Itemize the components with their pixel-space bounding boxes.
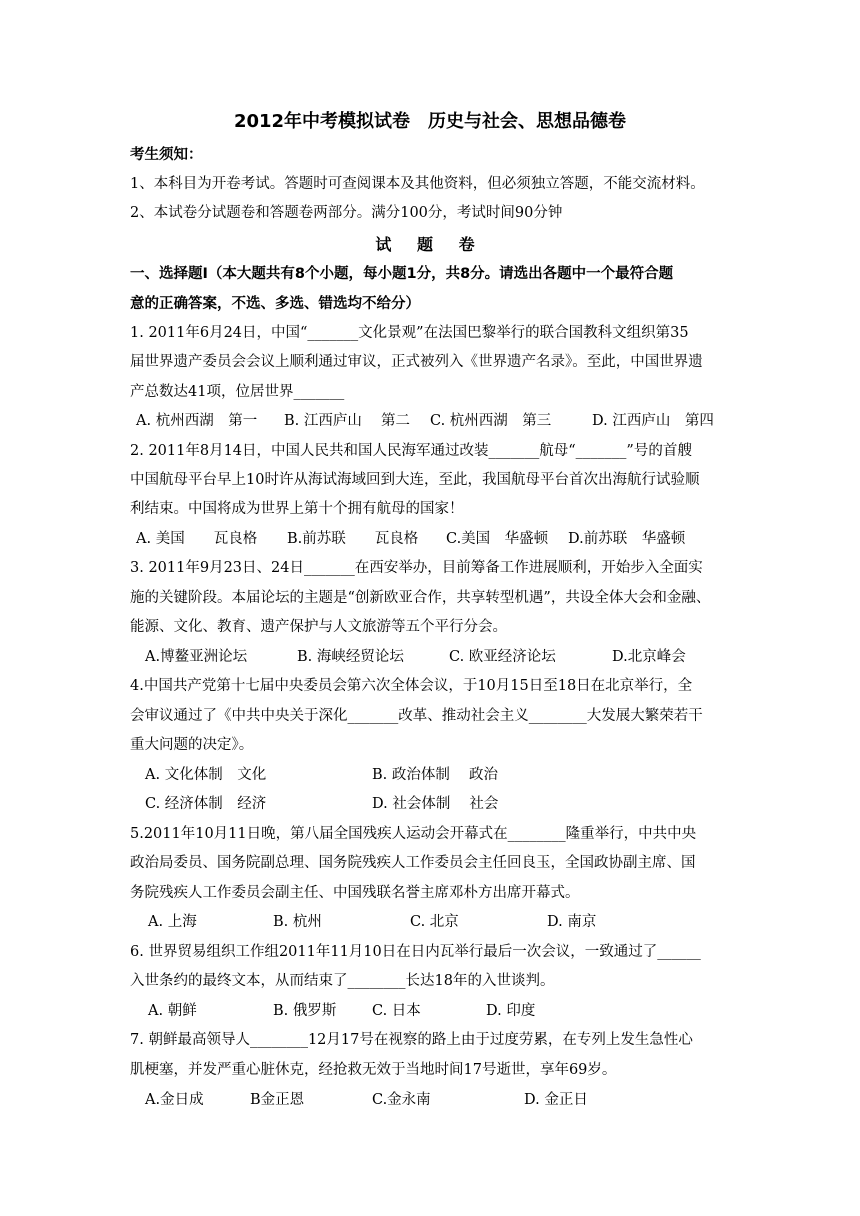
- q1-option-a: A. 杭州西湖 第一: [136, 413, 258, 429]
- q1-line-2: 届世界遗产委员会会议上顺利通过审议，正式被列入《世界遗产名录》。至此，中国世界遗: [130, 354, 703, 370]
- q2-option-d: D.前苏联 华盛顿: [568, 531, 686, 547]
- notice-item-2: 2、本试卷分试题卷和答题卷两部分。满分100分，考试时间90分钟: [130, 205, 563, 221]
- q4-line-1: 4.中国共产党第十七届中央委员会第六次全体会议，于10月15日至18日在北京举行，全: [130, 678, 693, 694]
- q1-line-1: 1. 2011年6月24日，中国“_______文化景观”在法国巴黎举行的联合国教科文组织第35: [130, 325, 689, 341]
- q2-option-a: A. 美国 瓦良格: [136, 531, 258, 547]
- q6-option-d: D. 印度: [486, 1003, 536, 1019]
- q4-option-d: D. 社会体制 社会: [372, 796, 499, 812]
- q3-line-3: 能源、文化、教育、遗产保护与人文旅游等五个平行分会。: [130, 619, 507, 635]
- q3-option-b: B. 海峡经贸论坛: [297, 649, 404, 665]
- q1-option-c: C. 杭州西湖 第三: [430, 413, 552, 429]
- q5-line-3: 务院残疾人工作委员会副主任、中国残联名誉主席邓朴方出席开幕式。: [130, 885, 580, 901]
- q2-option-c: C.美国 华盛顿: [446, 531, 549, 547]
- q3-option-a: A.博鳌亚洲论坛: [145, 649, 248, 665]
- notice-heading: 考生须知：: [130, 147, 203, 163]
- q3-option-d: D.北京峰会: [612, 649, 686, 665]
- q5-option-d: D. 南京: [547, 914, 597, 930]
- q1-option-d: D. 江西庐山 第四: [592, 413, 714, 429]
- section-title: 试 题 卷: [375, 235, 485, 254]
- q4-option-b: B. 政治体制 政治: [372, 767, 498, 783]
- q7-line-1: 7. 朝鲜最高领导人________12月17号在视察的路上由于过度劳累，在专列上发生急性心: [130, 1032, 693, 1048]
- q5-option-a: A. 上海: [148, 914, 197, 930]
- exam-title: 2012年中考模拟试卷 历史与社会、思想品德卷: [233, 111, 627, 132]
- q4-line-2: 会审议通过了《中共中央关于深化_______改革、推动社会主义________大发展大繁荣若干: [130, 708, 703, 724]
- q5-line-1: 5.2011年10月11日晚，第八届全国残疾人运动会开幕式在________隆重举行，中共中央: [130, 826, 697, 842]
- q7-line-2: 肌梗塞，并发严重心脏休克，经抢救无效于当地时间17号逝世，享年69岁。: [130, 1062, 617, 1078]
- q4-line-3: 重大问题的决定》。: [130, 737, 254, 753]
- q6-line-1: 6. 世界贸易组织工作组2011年11月10日在日内瓦举行最后一次会议，一致通过了______: [130, 944, 701, 960]
- q2-line-3: 利结束。中国将成为世界上第十个拥有航母的国家！: [130, 501, 464, 517]
- notice-item-1: 1、本科目为开卷考试。答题时可查阅课本及其他资料，但必须独立答题，不能交流材料。: [130, 176, 705, 192]
- q2-line-1: 2. 2011年8月14日，中国人民共和国人民海军通过改装_______航母“_______”号的首艘: [130, 443, 692, 459]
- q6-option-b: B. 俄罗斯: [273, 1003, 337, 1019]
- part1-heading-line-2: 意的正确答案，不选、多选、错选均不给分）: [130, 296, 420, 312]
- q5-line-2: 政治局委员、国务院副总理、国务院残疾人工作委员会主任回良玉，全国政协副主席、国: [130, 855, 696, 871]
- q2-option-b: B.前苏联 瓦良格: [287, 531, 419, 547]
- q1-line-3: 产总数达41项，位居世界_______: [130, 384, 345, 400]
- q7-option-a: A.金日成: [145, 1092, 204, 1108]
- q4-option-c: C. 经济体制 经济: [145, 796, 267, 812]
- q3-option-c: C. 欧亚经济论坛: [449, 649, 556, 665]
- q1-option-b: B. 江西庐山 第二: [284, 413, 410, 429]
- q3-line-2: 施的关键阶段。本届论坛的主题是“创新欧亚合作，共享转型机遇”，共设全体大会和金融、: [130, 590, 711, 606]
- q7-option-c: C.金永南: [372, 1092, 431, 1108]
- q5-option-b: B. 杭州: [273, 914, 322, 930]
- q7-option-b: B金正恩: [250, 1092, 305, 1108]
- part1-heading-line-1: 一、选择题Ⅰ（本大题共有8个小题，每小题1分，共8分。请选出各题中一个最符合题: [130, 266, 674, 282]
- q2-line-2: 中国航母平台早上10时许从海试海域回到大连，至此，我国航母平台首次出海航行试验顺: [130, 472, 700, 488]
- q4-option-a: A. 文化体制 文化: [145, 767, 267, 783]
- q6-line-2: 入世条约的最终文本，从而结束了________长达18年的入世谈判。: [130, 973, 555, 989]
- q3-line-1: 3. 2011年9月23日、24日_______在西安举办，目前筹备工作进展顺利，开始步入全面实: [130, 560, 703, 576]
- q6-option-a: A. 朝鲜: [148, 1003, 197, 1019]
- q7-option-d: D. 金正日: [524, 1092, 588, 1108]
- q6-option-c: C. 日本: [372, 1003, 421, 1019]
- q5-option-c: C. 北京: [410, 914, 459, 930]
